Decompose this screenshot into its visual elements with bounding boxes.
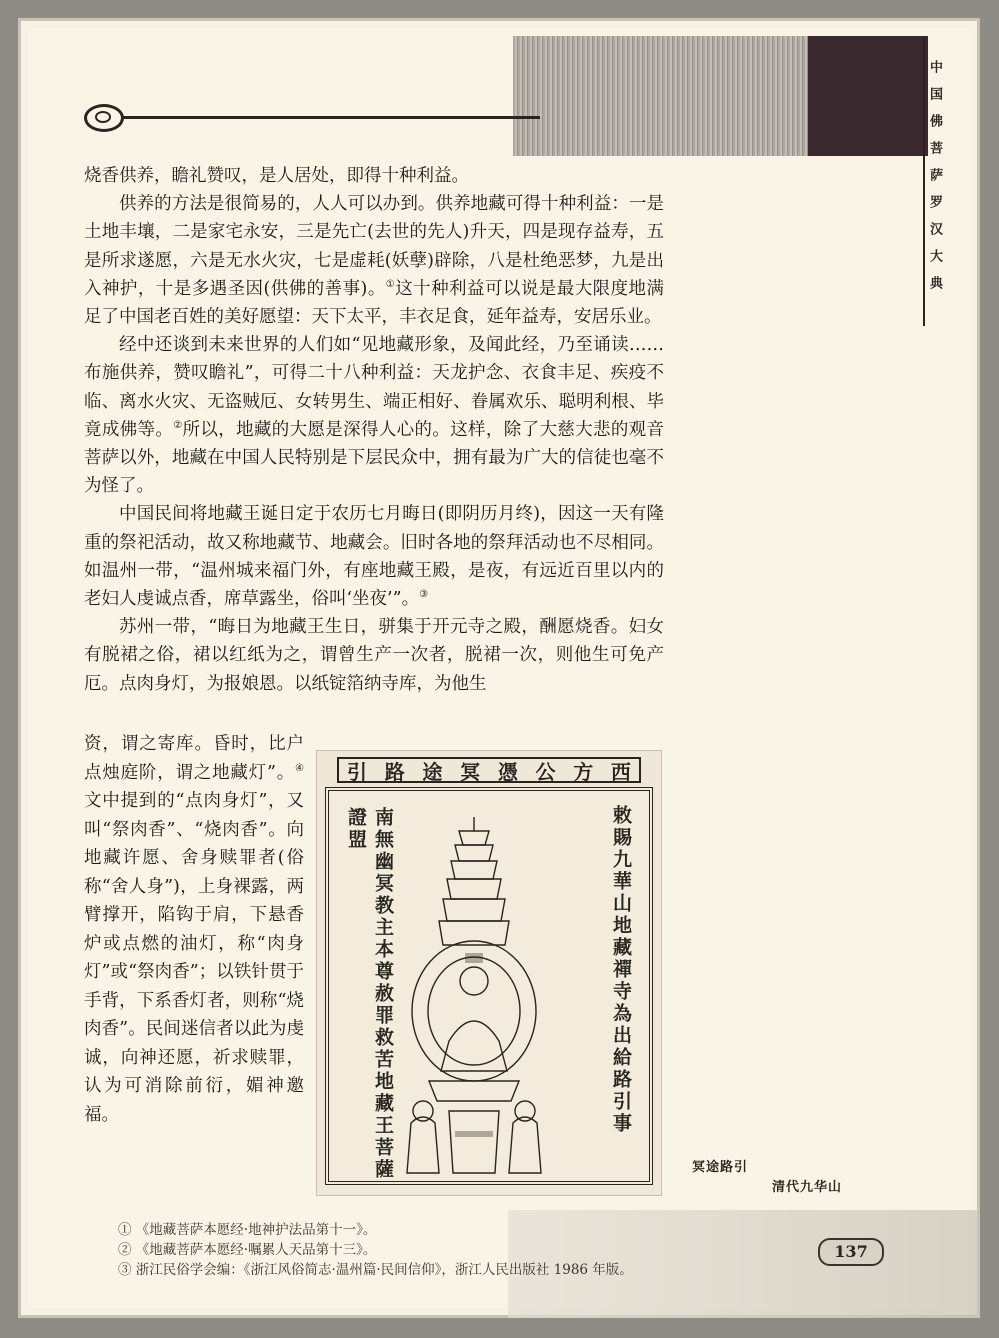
- page-inner: [28, 28, 970, 1308]
- banner-char: 引: [347, 759, 367, 784]
- footnote-ref-4[interactable]: ④: [295, 762, 304, 774]
- figure-left-column: 南無幽冥教主本尊赦罪救苦地藏王菩薩證盟: [345, 807, 394, 1181]
- paragraph-5-text: 苏州一带，“晦日为地藏王生日，骈集于开元寺之殿，酬愿烧香。妇女有脱裙之俗，裙以红纸为之，谓曾生产一次者，脱裙一次，则他生可免产厄。点肉身灯，为报娘恩。以纸锭箔纳寺库，为他生: [84, 617, 664, 694]
- woodblock-print-figure: [316, 750, 662, 1196]
- figure-right-column: 敕賜九華山地藏禪寺為出給路引事: [610, 805, 632, 1135]
- cloud-scroll-icon: [84, 104, 124, 132]
- banner-char: 方: [573, 759, 594, 784]
- wrapped-text-1: 资，谓之寄库。昏时，比户点烛庭阶，谓之地藏灯”。: [84, 734, 304, 783]
- page-number: 137: [818, 1238, 884, 1266]
- banner-char: 途: [422, 759, 443, 784]
- header-dark-panel: [808, 36, 928, 156]
- footnote-ref-3[interactable]: ③: [419, 589, 429, 601]
- paragraph-5: [84, 613, 664, 698]
- header-rule: [100, 116, 540, 119]
- running-side-title: 中国佛菩萨罗汉大典: [923, 36, 947, 326]
- footnote-ref-1[interactable]: ①: [385, 278, 396, 290]
- banner-char: 冥: [460, 759, 481, 784]
- buddha-figure-icon: [399, 811, 549, 1181]
- paragraph-2: [84, 190, 664, 331]
- paragraph-3: [84, 331, 664, 500]
- paragraph-4-text: 中国民间将地藏王诞日定于农历七月晦日(即阴历月终)，因这一天有隆重的祭祀活动，故又称地藏节、地藏会。旧时各地的祭拜活动也不尽相同。如温州一带，“温州城来福门外，有座地藏王殿，是夜，有远近百里以内的老妇人虔诚点香，席草露坐，俗叫‘坐夜’”。: [84, 504, 664, 610]
- paragraph-3b-text: 所以，地藏的大愿是深得人心的。这样，除了大慈大悲的观音菩萨以外，地藏在中国人民特别是下层民众中，拥有最为广大的信徒也毫不为怪了。: [84, 419, 665, 497]
- footnote-ref-2[interactable]: ②: [173, 420, 183, 431]
- footnotes: [118, 1220, 758, 1280]
- paragraph-4: [84, 500, 664, 613]
- wrapped-text: [84, 730, 304, 1129]
- banner-char: 公: [535, 759, 556, 784]
- main-text: [84, 162, 664, 698]
- paragraph-3-text: 经中还谈到未来世界的人们如“见地藏形象，及闻此经，乃至诵读……布施供养，赞叹瞻礼”，可得二十八种利益：天龙护念、衣食丰足、疾疫不临、离水火灾、无盗贼厄、女转男生、端正相好、眷属欢乐、聪明利根、毕竟成佛等。: [84, 335, 664, 440]
- figure-top-banner: [337, 757, 641, 783]
- footnote-2: ② 《地藏菩萨本愿经·嘱累人天品第十三》。: [118, 1242, 377, 1258]
- figure-caption-source: 清代九华山: [772, 1180, 843, 1195]
- paragraph-1: [84, 162, 664, 190]
- header-decoration-band: [513, 36, 823, 156]
- wrapped-text-2: 文中提到的“点肉身灯”，又叫“祭肉香”、“烧肉香”。向地藏许愿、舍身赎罪者(俗称“舍人身”)，上身裸露，两臂撑开，陷钩于肩，下悬香炉或点燃的油灯，称“肉身灯”或“祭肉香”；以铁针贯于手背，下系香灯者，则称“烧肉香”。民间迷信者以此为虔诚，向神还愿，祈求赎罪，认为可消除前衍，媚神邀福。: [84, 791, 304, 1125]
- footnote-1: ① 《地藏菩萨本愿经·地神护法品第十一》。: [118, 1222, 377, 1238]
- figure-caption-title: 冥途路引: [692, 1160, 749, 1175]
- book-page: [18, 18, 980, 1318]
- banner-char: 路: [384, 759, 405, 784]
- paragraph-1-text: 烧香供养，瞻礼赞叹，是人居处，即得十种利益。: [84, 166, 469, 186]
- banner-char: 西: [610, 759, 631, 784]
- banner-char: 憑: [497, 759, 518, 784]
- figure-frame: [325, 787, 653, 1185]
- footnote-3: ③ 浙江民俗学会编：《浙江风俗简志·温州篇·民间信仰》，浙江人民出版社 1986 年版。: [118, 1262, 633, 1278]
- paragraph-2-text: 供养的方法是很简易的，人人可以办到。供养地藏可得十种利益：一是土地丰壤，二是家宅永安，三是先亡(去世的先人)升天，四是现存益寿，五是所求遂愿，六是无水火灾，七是虚耗(妖孽)辟除，八是杜绝恶梦，九是出入神护，十是多遇圣因(供佛的善事)。: [84, 194, 664, 299]
- paragraph-2b-text: 这十种利益可以说是最大限度地满足了中国老百姓的美好愿望：天下太平，丰衣足食，延年益寿，安居乐业。: [84, 278, 665, 328]
